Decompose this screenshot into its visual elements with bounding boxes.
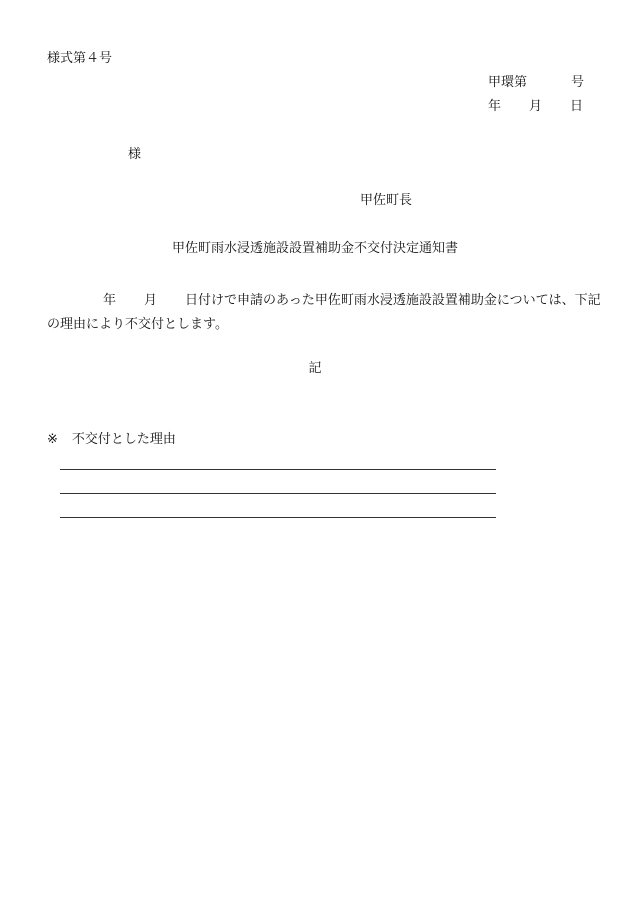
- date-day: 日: [570, 99, 584, 114]
- reason-label: [47, 432, 176, 448]
- date-year: 年: [488, 99, 502, 114]
- body-text-content: 日付けで申請のあった甲佐町雨水浸透施設設置補助金については、下記の理由により不交付とします。: [47, 293, 601, 332]
- form-number: 様式第４号: [47, 51, 113, 66]
- reason-line-3[interactable]: [60, 517, 496, 518]
- issue-date: [488, 99, 583, 115]
- reason-label-text: 不交付とした理由: [71, 432, 176, 447]
- body-text: [47, 289, 607, 337]
- document-title: 甲佐町雨水浸透施設設置補助金不交付決定通知書: [171, 241, 458, 256]
- reference-suffix: 号: [571, 75, 585, 90]
- body-year: 年: [103, 293, 117, 308]
- addressee: 様: [128, 147, 142, 162]
- reason-line-1[interactable]: [60, 469, 496, 470]
- reference-number: [488, 75, 584, 91]
- body-month: 月: [144, 293, 158, 308]
- reference-prefix: 甲環第: [488, 75, 528, 90]
- reason-line-2[interactable]: [60, 493, 496, 494]
- ki-heading: 記: [308, 361, 322, 376]
- note-mark: ※: [47, 432, 58, 447]
- date-month: 月: [529, 99, 543, 114]
- issuer: 甲佐町長: [360, 193, 413, 208]
